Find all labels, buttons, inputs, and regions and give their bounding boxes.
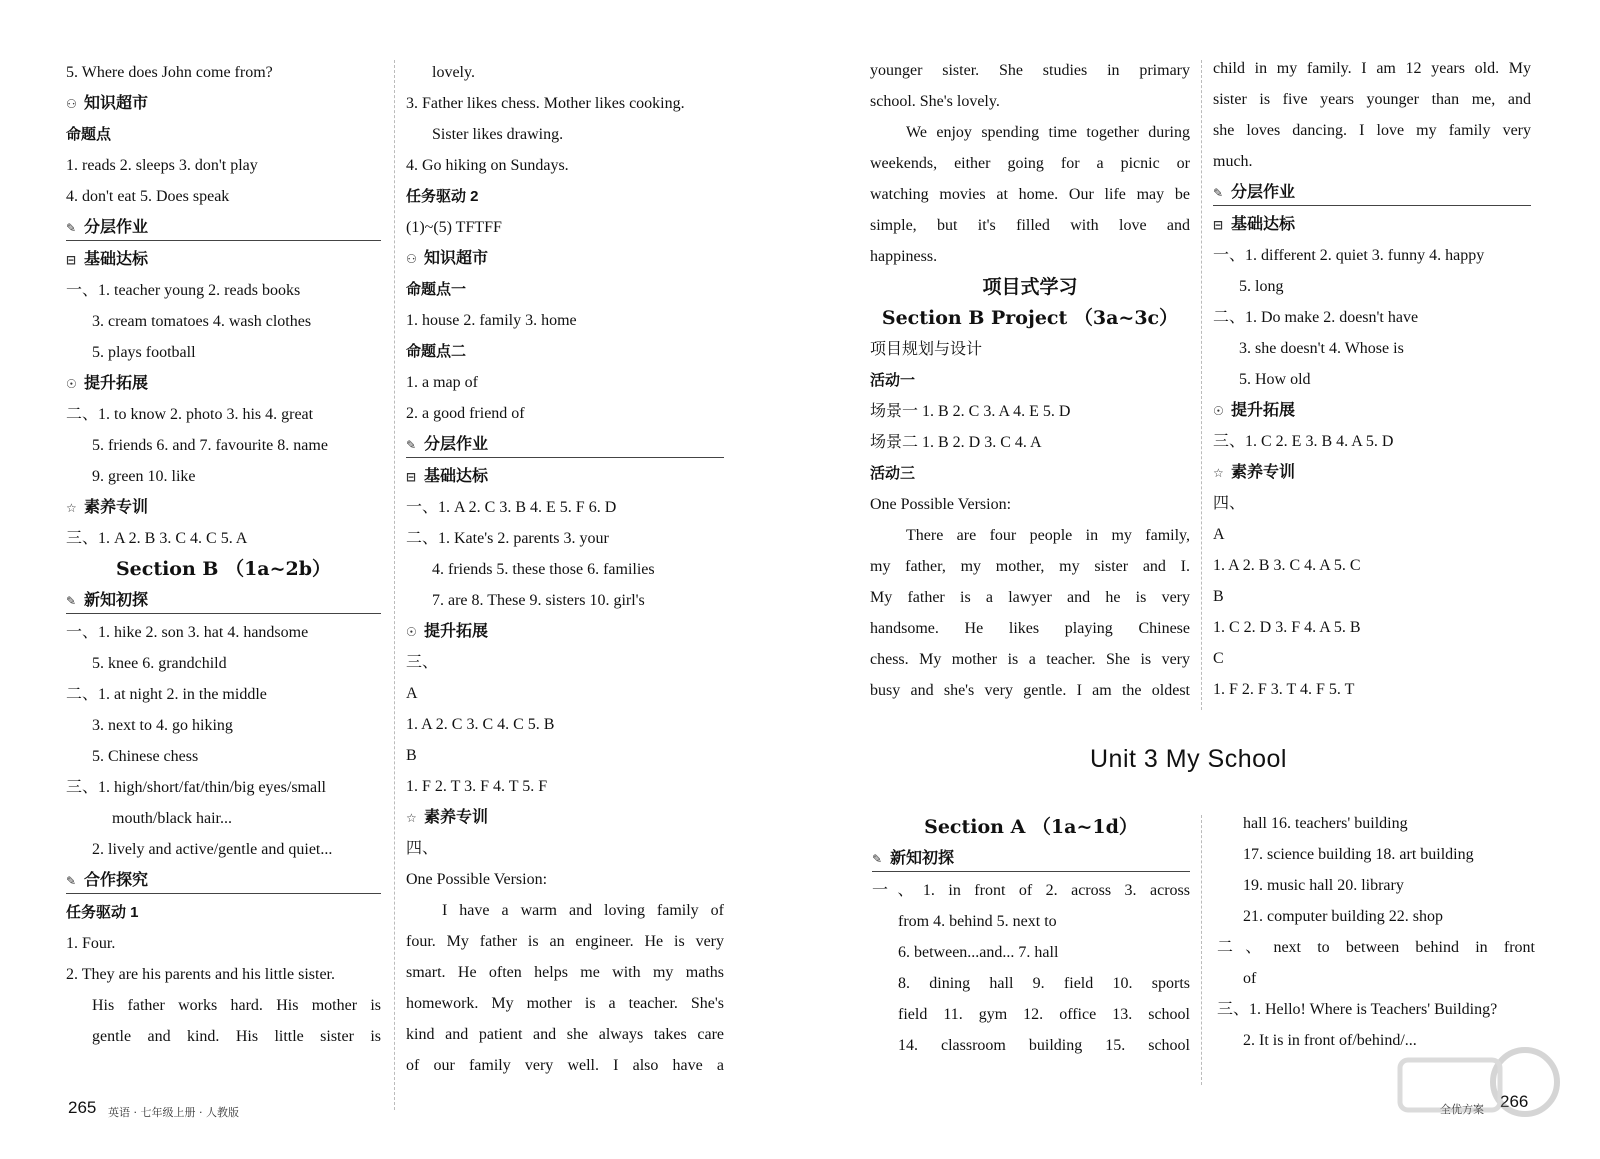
bulb-icon: ☉: [66, 377, 77, 391]
text-line: [66, 648, 381, 679]
bulb-icon: ☉: [406, 625, 417, 639]
star-icon: ☆: [66, 501, 77, 515]
text-content: 三、: [406, 654, 439, 671]
text-content: 8. dining hall 9. field 10. sports: [898, 975, 1190, 992]
text-content: 1. F 2. F 3. T 4. F 5. T: [1213, 681, 1355, 698]
section-heading: [406, 461, 724, 492]
text-content: 三、1. C 2. E 3. B 4. A 5. D: [1213, 433, 1394, 450]
text-line: [870, 241, 1190, 272]
section-heading: [406, 616, 724, 647]
pencil-icon: ✎: [66, 221, 77, 235]
text-content: 2. lively and active/gentle and quiet...: [92, 841, 333, 858]
text-line: [66, 554, 381, 585]
text-content: 新知初探: [84, 592, 149, 609]
text-line: [870, 582, 1190, 613]
text-line: [1213, 240, 1531, 271]
text-content: 命题点二: [406, 343, 467, 360]
text-line: [406, 585, 724, 616]
text-content: B: [406, 747, 417, 764]
text-line: [406, 771, 724, 802]
text-content: four. My father is an engineer. He is very: [406, 933, 724, 950]
text-content: 项目式学习: [982, 276, 1078, 298]
text-line: [872, 875, 1190, 906]
text-line: [870, 675, 1190, 706]
text-line: [406, 305, 724, 336]
text-content: 一、1. in front of 2. across 3. across: [872, 882, 1190, 899]
text-content: 21. computer building 22. shop: [1243, 908, 1443, 925]
text-line: [1213, 488, 1531, 519]
text-content: sister is five years younger than me, and: [1213, 91, 1531, 108]
text-content: my father, my mother, my sister and I.: [870, 558, 1190, 575]
text-line: [406, 678, 724, 709]
text-content: 一、1. A 2. C 3. B 4. E 5. F 6. D: [406, 499, 617, 516]
pencil-icon: ✎: [66, 594, 77, 608]
star-icon: ☆: [406, 811, 417, 825]
text-content: 二、1. at night 2. in the middle: [66, 686, 267, 703]
text-line: [1213, 643, 1531, 674]
pencil-icon: ✎: [406, 438, 417, 452]
text-content: 提升拓展: [1231, 402, 1296, 419]
text-content: 2. It is in front of/behind/...: [1243, 1032, 1417, 1049]
text-line: [406, 398, 724, 429]
text-content: 分层作业: [1231, 184, 1296, 201]
text-content: busy and she's very gentle. I am the oldest: [870, 682, 1190, 699]
section-heading: [66, 244, 381, 275]
text-line: [66, 617, 381, 648]
text-content: 四、: [1213, 495, 1246, 512]
text-line: [1213, 271, 1531, 302]
text-content: There are four people in my family,: [906, 527, 1190, 544]
text-content: 场景二 1. B 2. D 3. C 4. A: [870, 434, 1042, 451]
text-content: 3. she doesn't 4. Whose is: [1239, 340, 1404, 357]
text-content: 2. a good friend of: [406, 405, 525, 422]
text-content: 分层作业: [84, 219, 149, 236]
text-content: 提升拓展: [424, 623, 489, 640]
text-line: [66, 150, 381, 181]
text-line: [406, 119, 724, 150]
text-line: [406, 336, 724, 367]
text-line: [406, 554, 724, 585]
text-line: [1217, 963, 1535, 994]
text-content: 1. a map of: [406, 374, 478, 391]
text-content: His father works hard. His mother is: [92, 997, 381, 1014]
text-content: 基础达标: [84, 251, 149, 268]
text-line: [406, 1050, 724, 1081]
text-content: 1. house 2. family 3. home: [406, 312, 577, 329]
text-line: [66, 1021, 381, 1052]
text-line: [872, 1030, 1190, 1061]
text-line: [66, 959, 381, 990]
text-line: [870, 334, 1190, 365]
text-content: 二、1. Kate's 2. parents 3. your: [406, 530, 609, 547]
text-line: [66, 834, 381, 865]
text-content: 三、1. high/short/fat/thin/big eyes/small: [66, 779, 326, 796]
text-line: [1217, 839, 1535, 870]
lock-icon: ⊟: [1213, 218, 1224, 232]
text-content: 4. friends 5. these those 6. families: [432, 561, 655, 578]
text-content: 5. Chinese chess: [92, 748, 199, 765]
text-line: [66, 57, 381, 88]
text-content: C: [1213, 650, 1224, 667]
text-content: 5. plays football: [92, 344, 196, 361]
text-content: Sister likes drawing.: [432, 126, 564, 143]
text-line: [1213, 115, 1531, 146]
lock-icon: ⊟: [406, 470, 417, 484]
text-line: [66, 741, 381, 772]
text-line: [870, 179, 1190, 210]
text-content: 知识超市: [424, 250, 489, 267]
text-content: 一、1. hike 2. son 3. hat 4. handsome: [66, 624, 309, 641]
section-heading: [66, 585, 381, 614]
text-line: [872, 968, 1190, 999]
text-content: 任务驱动 2: [406, 188, 479, 205]
text-line: [870, 520, 1190, 551]
text-content: weekends, either going for a picnic or: [870, 155, 1190, 172]
text-line: [1217, 901, 1535, 932]
text-line: [1213, 364, 1531, 395]
text-content: 4. don't eat 5. Does speak: [66, 188, 230, 205]
section-heading: [66, 492, 381, 523]
text-line: [870, 117, 1190, 148]
text-line: [1217, 870, 1535, 901]
text-line: [870, 427, 1190, 458]
text-content: 5. How old: [1239, 371, 1311, 388]
text-content: 素养专训: [84, 499, 149, 516]
text-line: [1213, 426, 1531, 457]
text-line: [406, 833, 724, 864]
text-content: from 4. behind 5. next to: [898, 913, 1057, 930]
text-line: [870, 551, 1190, 582]
text-line: [66, 772, 381, 803]
text-content: 17. science building 18. art building: [1243, 846, 1474, 863]
text-line: [1213, 612, 1531, 643]
text-line: [870, 365, 1190, 396]
section-a-column-2: [1217, 808, 1535, 1056]
text-content: I have a warm and loving family of: [442, 902, 724, 919]
text-line: [406, 895, 724, 926]
bulb-icon: ☉: [1213, 404, 1224, 418]
text-line: [66, 897, 381, 928]
text-content: 二、next to between behind in front: [1217, 939, 1535, 956]
text-content: 素养专训: [1231, 464, 1296, 481]
text-line: [406, 926, 724, 957]
text-line: [872, 937, 1190, 968]
text-content: 四、: [406, 840, 439, 857]
section-heading: [406, 802, 724, 833]
text-content: Section B Project （3a~3c）: [881, 307, 1179, 329]
section-heading: [406, 429, 724, 458]
text-line: [870, 458, 1190, 489]
text-line: [66, 430, 381, 461]
lock-icon: ⊟: [66, 253, 77, 267]
text-line: [66, 306, 381, 337]
text-line: [406, 988, 724, 1019]
text-content: younger sister. She studies in primary: [870, 62, 1190, 79]
text-line: [870, 396, 1190, 427]
person-icon: ⚇: [406, 252, 417, 266]
text-line: [872, 812, 1190, 843]
text-content: 一、1. different 2. quiet 3. funny 4. happy: [1213, 247, 1485, 264]
text-line: [1213, 581, 1531, 612]
page-number-right: 266: [1500, 1092, 1529, 1111]
text-content: 19. music hall 20. library: [1243, 877, 1404, 894]
text-line: [872, 906, 1190, 937]
text-content: homework. My mother is a teacher. She's: [406, 995, 724, 1012]
text-content: 2. They are his parents and his little sister.: [66, 966, 335, 983]
text-content: Section A （1a~1d）: [924, 816, 1138, 838]
column-divider: [394, 60, 395, 1110]
text-content: 5. knee 6. grandchild: [92, 655, 227, 672]
text-content: smart. He often helps me with my maths: [406, 964, 724, 981]
text-line: [1213, 53, 1531, 84]
text-content: 二、1. Do make 2. doesn't have: [1213, 309, 1419, 326]
text-line: [1213, 146, 1531, 177]
text-line: [406, 274, 724, 305]
text-content: 三、1. Hello! Where is Teachers' Building?: [1217, 1001, 1498, 1018]
text-content: much.: [1213, 153, 1253, 170]
text-content: 基础达标: [424, 468, 489, 485]
text-line: [870, 210, 1190, 241]
page-number-left: 265: [68, 1098, 97, 1117]
text-line: [66, 275, 381, 306]
text-content: B: [1213, 588, 1224, 605]
section-a-column-1: [872, 812, 1190, 1061]
text-content: 基础达标: [1231, 216, 1296, 233]
text-content: 4. Go hiking on Sundays.: [406, 157, 569, 174]
text-line: [870, 644, 1190, 675]
text-content: field 11. gym 12. office 13. school: [898, 1006, 1190, 1023]
pencil-icon: ✎: [872, 852, 883, 866]
text-line: [406, 212, 724, 243]
text-content: A: [1213, 526, 1225, 543]
text-line: [406, 492, 724, 523]
section-heading: [66, 368, 381, 399]
text-content: Section B （1a~2b）: [115, 558, 332, 580]
pencil-icon: ✎: [66, 874, 77, 888]
text-line: [870, 55, 1190, 86]
text-line: [406, 523, 724, 554]
text-line: [66, 928, 381, 959]
text-line: [1213, 550, 1531, 581]
text-line: [66, 399, 381, 430]
watermark-logo: [1390, 1030, 1560, 1140]
text-content: My father is a lawyer and he is very: [870, 589, 1190, 606]
text-content: of: [1243, 970, 1257, 987]
text-content: 1. Four.: [66, 935, 116, 952]
text-content: kind and patient and she always takes care: [406, 1026, 724, 1043]
text-content: simple, but it's filled with love and: [870, 217, 1190, 234]
text-content: 命题点一: [406, 281, 467, 298]
text-line: [406, 1019, 724, 1050]
text-line: [1217, 994, 1535, 1025]
section-heading: [1213, 457, 1531, 488]
text-line: [66, 710, 381, 741]
text-content: handsome. He likes playing Chinese: [870, 620, 1190, 637]
text-content: 1. A 2. C 3. C 4. C 5. B: [406, 716, 555, 733]
text-content: 3. next to 4. go hiking: [92, 717, 233, 734]
text-line: [1213, 333, 1531, 364]
text-line: [406, 57, 724, 88]
text-content: 1. C 2. D 3. F 4. A 5. B: [1213, 619, 1361, 636]
text-line: [870, 148, 1190, 179]
text-line: [406, 181, 724, 212]
text-line: [406, 957, 724, 988]
text-content: (1)~(5) TFTFF: [406, 219, 502, 236]
pencil-icon: ✎: [1213, 186, 1224, 200]
text-content: 任务驱动 1: [66, 904, 139, 921]
text-content: 一、1. teacher young 2. reads books: [66, 282, 301, 299]
text-line: [406, 709, 724, 740]
text-content: One Possible Version:: [870, 496, 1012, 513]
text-content: 新知初探: [890, 850, 955, 867]
text-line: [66, 679, 381, 710]
text-line: [406, 367, 724, 398]
text-line: [66, 803, 381, 834]
text-content: 3. cream tomatoes 4. wash clothes: [92, 313, 312, 330]
text-content: of our family very well. I also have a: [406, 1057, 724, 1074]
text-line: [870, 86, 1190, 117]
text-content: We enjoy spending time together during: [906, 124, 1190, 141]
text-content: 项目规划与设计: [870, 341, 983, 358]
text-content: 14. classroom building 15. school: [898, 1037, 1190, 1054]
footer-book-title: 英语 · 七年级上册 · 人教版: [108, 1106, 239, 1119]
text-line: [870, 272, 1190, 303]
text-content: 6. between...and... 7. hall: [898, 944, 1059, 961]
left-column-1: [66, 57, 381, 1052]
section-heading: [406, 243, 724, 274]
text-content: 合作探究: [84, 872, 149, 889]
column-divider: [1201, 815, 1202, 1085]
text-content: mouth/black hair...: [112, 810, 232, 827]
text-line: [406, 740, 724, 771]
text-line: [1213, 519, 1531, 550]
text-line: [872, 999, 1190, 1030]
text-line: [1213, 302, 1531, 333]
text-content: hall 16. teachers' building: [1243, 815, 1408, 832]
text-line: [66, 523, 381, 554]
footer-series: 全优方案: [1440, 1103, 1484, 1116]
text-content: 知识超市: [84, 95, 149, 112]
text-content: 3. Father likes chess. Mother likes cooking.: [406, 95, 685, 112]
text-line: [870, 489, 1190, 520]
text-content: 分层作业: [424, 436, 489, 453]
text-content: 5. long: [1239, 278, 1284, 295]
text-content: A: [406, 685, 418, 702]
text-content: 提升拓展: [84, 375, 149, 392]
text-line: [870, 303, 1190, 334]
text-line: [1217, 808, 1535, 839]
text-line: [66, 119, 381, 150]
section-heading: [1213, 395, 1531, 426]
right-column-1: [870, 55, 1190, 706]
unit-title: Unit 3 My School: [1090, 745, 1287, 773]
text-content: 1. A 2. B 3. C 4. A 5. C: [1213, 557, 1361, 574]
text-content: happiness.: [870, 248, 938, 265]
text-line: [406, 88, 724, 119]
text-content: 活动一: [870, 372, 916, 389]
text-line: [1213, 674, 1531, 705]
text-line: [1213, 84, 1531, 115]
left-column-2: [406, 57, 724, 1081]
text-line: [1217, 932, 1535, 963]
section-heading: [1213, 209, 1531, 240]
text-content: 9. green 10. like: [92, 468, 196, 485]
text-content: 三、1. A 2. B 3. C 4. C 5. A: [66, 530, 248, 547]
text-line: [870, 613, 1190, 644]
text-content: watching movies at home. Our life may be: [870, 186, 1190, 203]
text-content: child in my family. I am 12 years old. My: [1213, 60, 1531, 77]
text-content: chess. My mother is a teacher. She is very: [870, 651, 1190, 668]
text-content: 5. friends 6. and 7. favourite 8. name: [92, 437, 328, 454]
text-content: 1. reads 2. sleeps 3. don't play: [66, 157, 258, 174]
text-content: 二、1. to know 2. photo 3. his 4. great: [66, 406, 314, 423]
text-content: 素养专训: [424, 809, 489, 826]
text-line: [406, 647, 724, 678]
text-line: [66, 337, 381, 368]
text-content: gentle and kind. His little sister is: [92, 1028, 381, 1045]
section-heading: [872, 843, 1190, 872]
text-line: [406, 864, 724, 895]
text-content: 5. Where does John come from?: [66, 64, 273, 81]
text-content: lovely.: [432, 64, 475, 81]
text-content: One Possible Version:: [406, 871, 548, 888]
text-content: school. She's lovely.: [870, 93, 1000, 110]
text-line: [406, 150, 724, 181]
section-heading: [66, 88, 381, 119]
star-icon: ☆: [1213, 466, 1224, 480]
text-content: 场景一 1. B 2. C 3. A 4. E 5. D: [870, 403, 1071, 420]
text-content: 1. F 2. T 3. F 4. T 5. F: [406, 778, 548, 795]
text-content: she loves dancing. I love my family very: [1213, 122, 1531, 139]
section-heading: [1213, 177, 1531, 206]
section-heading: [66, 865, 381, 894]
column-divider: [1201, 60, 1202, 710]
text-content: 命题点: [66, 126, 112, 143]
text-line: [66, 181, 381, 212]
text-content: 7. are 8. These 9. sisters 10. girl's: [432, 592, 645, 609]
text-line: [66, 461, 381, 492]
right-column-2: [1213, 53, 1531, 705]
person-icon: ⚇: [66, 97, 77, 111]
text-line: [66, 990, 381, 1021]
section-heading: [66, 212, 381, 241]
text-content: 活动三: [870, 465, 916, 482]
